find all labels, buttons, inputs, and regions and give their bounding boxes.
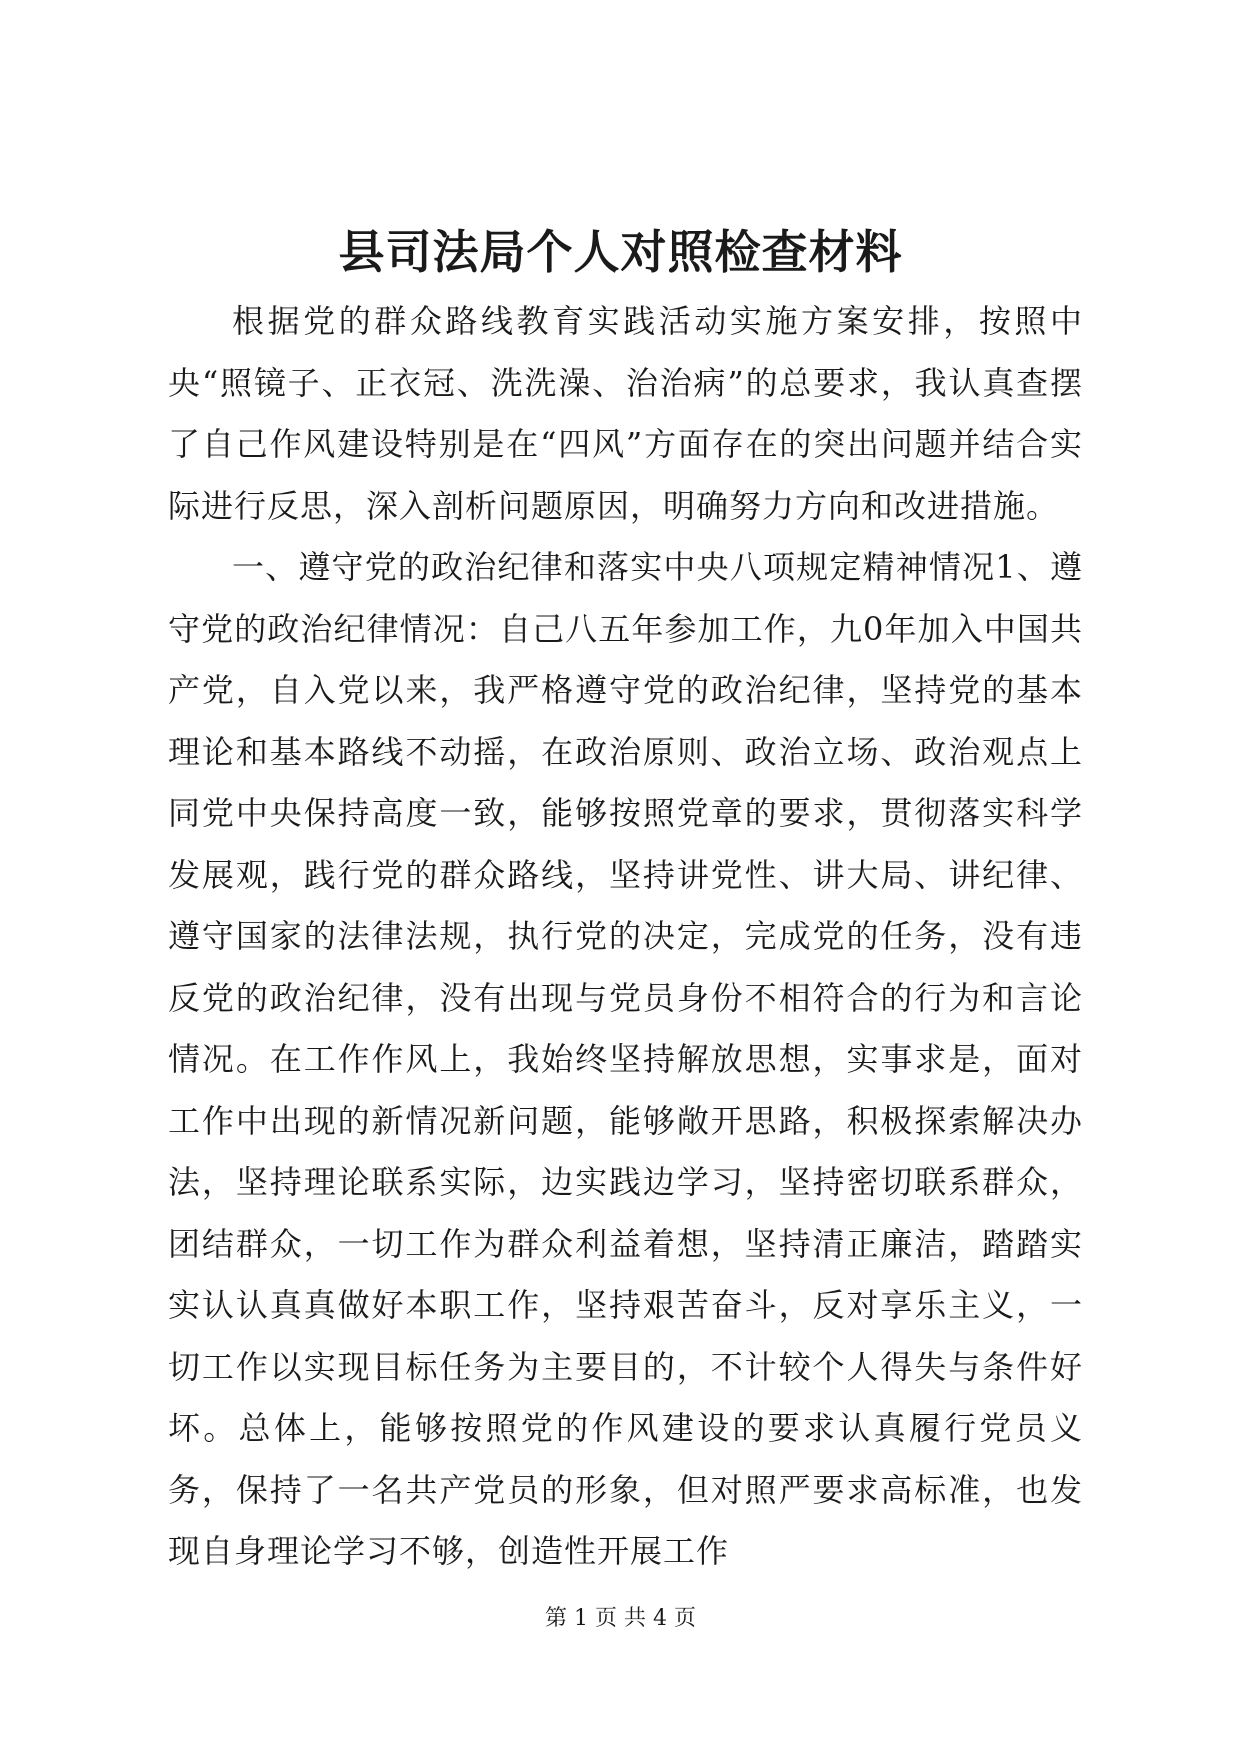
paragraph-section-one: 一、遵守党的政治纪律和落实中央八项规定精神情况1、遵守党的政治纪律情况：自己八五年参加工作，九0年加入中国共产党，自入党以来，我严格遵守党的政治纪律，坚持党的基本理论和基本路线不动摇，在政治原则、政治立场、政治观点上同党中央保持高度一致，能够按照党章的要求，贯彻落实科学发展观，践行党的群众路线，坚持讲党性、讲大局、讲纪律、遵守国家的法律法规，执行党的决定，完成党的任务，没有违反党的政治纪律，没有出现与党员身份不相符合的行为和言论情况。在工作作风上，我始终坚持解放思想，实事求是，面对工作中出现的新情况新问题，能够敞开思路，积极探索解决办法，坚持理论联系实际，边实践边学习，坚持密切联系群众，团结群众，一切工作为群众利益着想，坚持清正廉洁，踏踏实实认认真真做好本职工作，坚持艰苦奋斗，反对享乐主义，一切工作以实现目标任务为主要目的，不计较个人得失与条件好坏。总体上，能够按照党的作风建设的要求认真履行党员义务，保持了一名共产党员的形象，但对照严要求高标准，也发现自身理论学习不够，创造性开展工作 — [168, 548, 1083, 1570]
document-title: 县司法局个人对照检查材料 — [338, 225, 903, 279]
document-body — [168, 291, 1083, 1583]
page-number-footer: 第 1 页 共 4 页 — [545, 1606, 696, 1631]
paragraph-intro: 根据党的群众路线教育实践活动实施方案安排，按照中央“照镜子、正衣冠、洗洗澡、治治病”的总要求，我认真查摆了自己作风建设特别是在“四风”方面存在的突出问题并结合实际进行反思，深入剖析问题原因，明确努力方向和改进措施。 — [168, 302, 1083, 525]
